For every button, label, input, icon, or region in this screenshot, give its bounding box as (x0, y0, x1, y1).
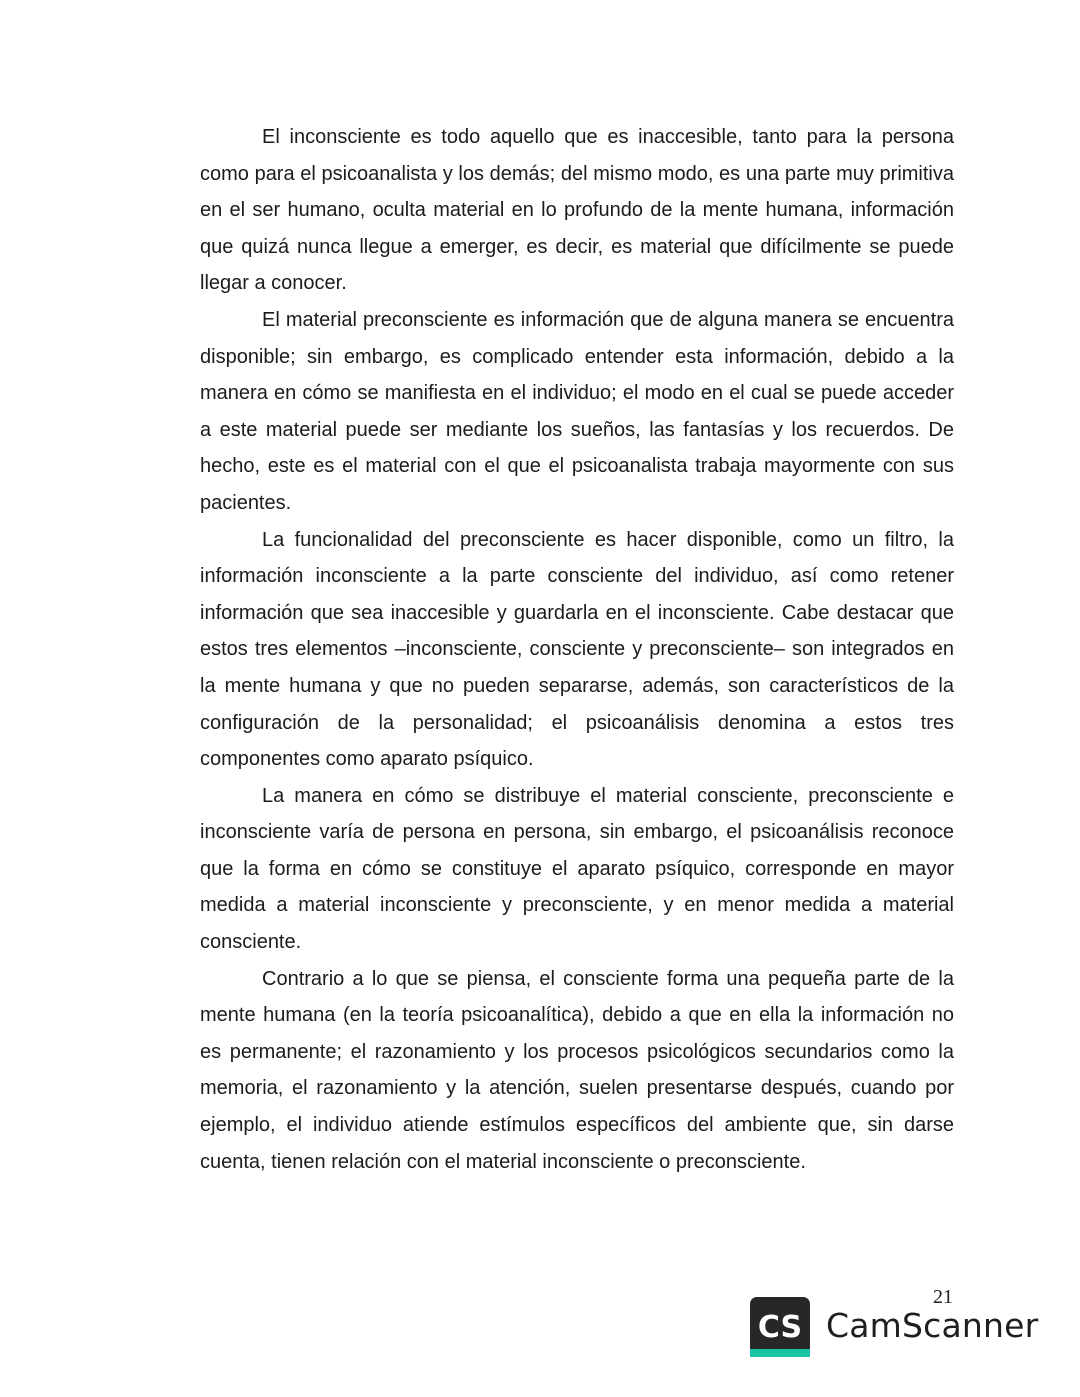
page-number: 21 (933, 1286, 953, 1308)
body-text (200, 119, 954, 1180)
logo-text: CS (757, 1310, 803, 1345)
paragraph: El inconsciente es todo aquello que es inaccesible, tanto para la persona como para el psicoanalista y los demás; del mismo modo, es una parte muy primitiva en el ser humano, oculta material en lo profundo de la mente humana, información que quizá nunca llegue a emerger, es decir, es material que difícilmente se puede llegar a conocer. (200, 126, 954, 295)
paragraph: El material preconsciente es información que de alguna manera se encuentra disponible; sin embargo, es complicado entender esta información, debido a la manera en cómo se manifiesta en el individuo; el modo en el cual se puede acceder a este material puede ser mediante los sueños, las fantasías y los recuerdos. De hecho, este es el material con el que el psicoanalista trabaja mayormente con sus pacientes. (200, 308, 954, 514)
brand-name: CamScanner (826, 1306, 1039, 1345)
camscanner-logo-icon (750, 1297, 810, 1357)
paragraph: La funcionalidad del preconsciente es hacer disponible, como un filtro, la información inconsciente a la parte consciente del individuo, así como retener información que sea inaccesible y guardarla en el inconsciente. Cabe destacar que estos tres elementos –inconsciente, consciente y preconsciente– son integrados en la mente humana y que no pueden separarse, además, son característicos de la configuración de la personalidad; el psicoanálisis denomina a estos tres componentes como aparato psíquico. (200, 528, 954, 771)
paragraph: Contrario a lo que se piensa, el consciente forma una pequeña parte de la mente humana (en la teoría psicoanalítica), debido a que en ella la información no es permanente; el razonamiento y los procesos psicológicos secundarios como la memoria, el razonamiento y la atención, suelen presentarse después, cuando por ejemplo, el individuo atiende estímulos específicos del ambiente que, sin darse cuenta, tienen relación con el material inconsciente o preconsciente. (200, 967, 954, 1173)
logo-accent-bar (750, 1349, 810, 1357)
paragraph: La manera en cómo se distribuye el material consciente, preconsciente e inconsciente varía de persona en persona, sin embargo, el psicoanálisis reconoce que la forma en cómo se constituye el aparato psíquico, corresponde en mayor medida a material inconsciente y preconsciente, y en menor medida a material consciente. (200, 784, 954, 954)
